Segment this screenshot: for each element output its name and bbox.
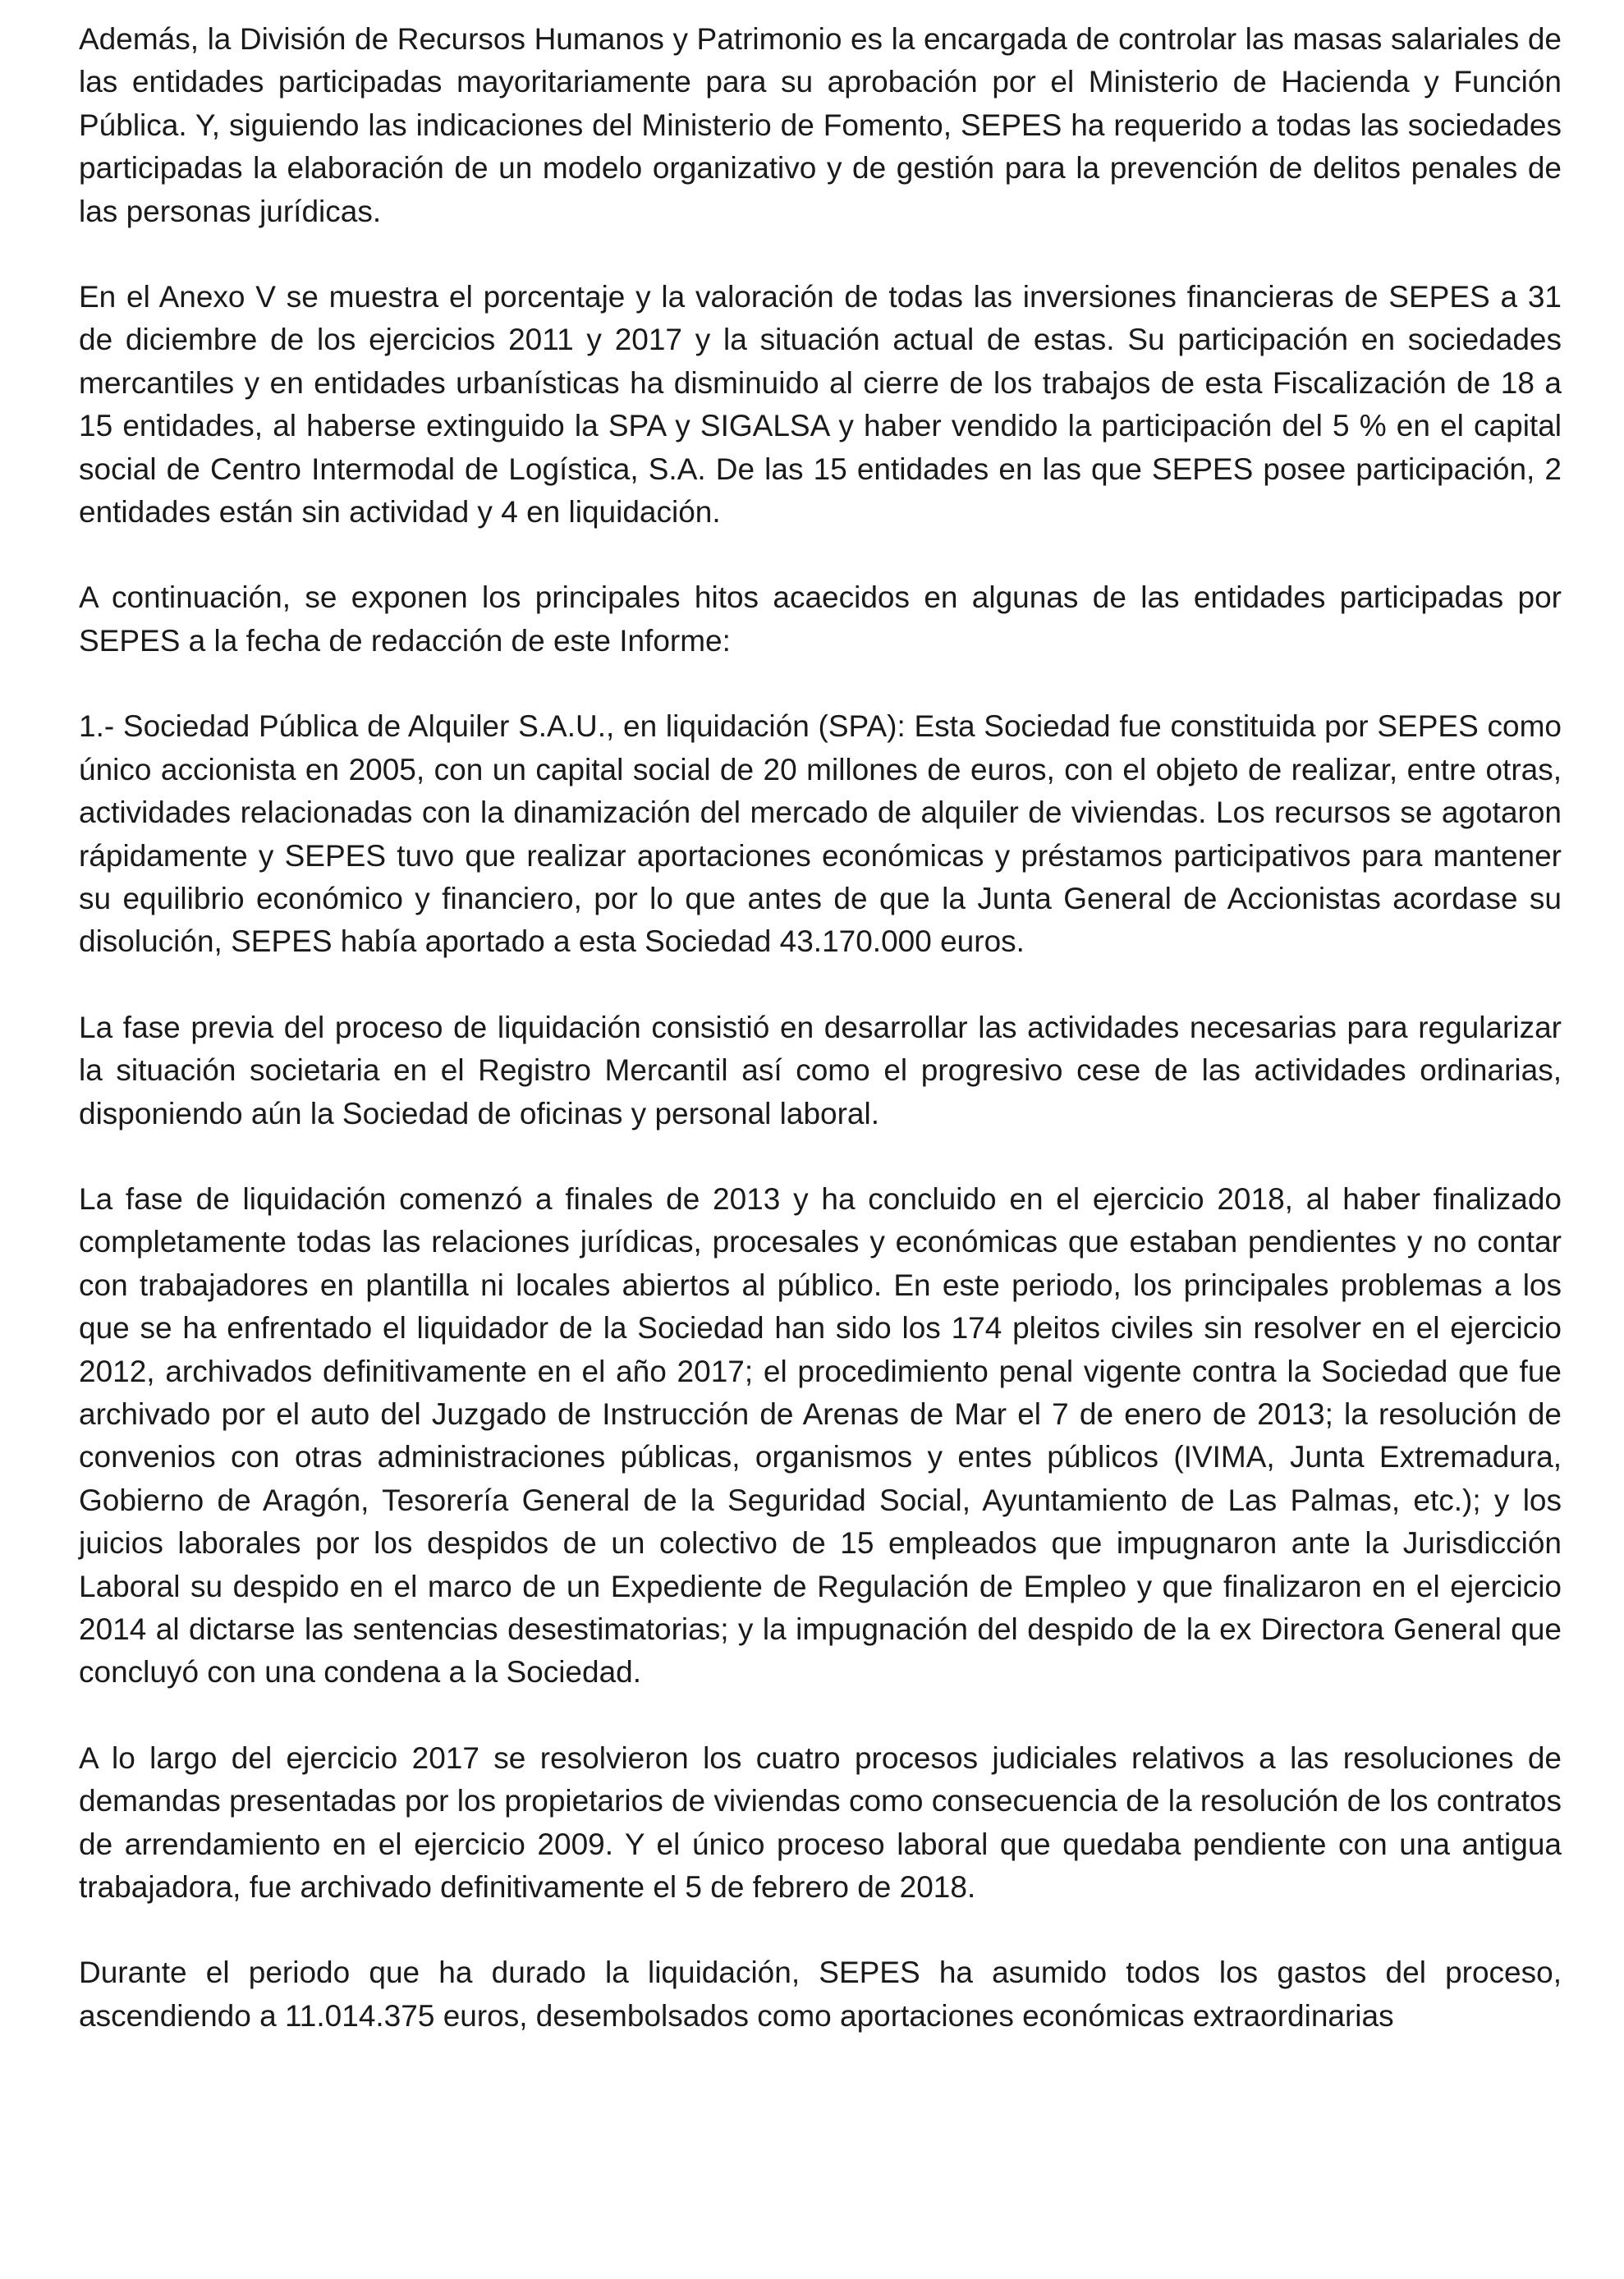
paragraph-hitos-intro: A continuación, se exponen los principales hitos acaecidos en algunas de las entidades participadas por SEPES a la fecha de redacción de este Informe: [79, 580, 1562, 658]
paragraph-fase-previa-liquidacion: La fase previa del proceso de liquidación consistió en desarrollar las actividades necesarias para regularizar la situación societaria en el Registro Mercantil así como el progresivo cese de las actividades ordinarias, disponiendo aún la Sociedad de oficinas y personal laboral. [79, 1010, 1562, 1130]
paragraph-spa-constitucion: 1.- Sociedad Pública de Alquiler S.A.U., en liquidación (SPA): Esta Sociedad fue constituida por SEPES como único accionista en 2005, con un capital social de 20 millones de euros, con el objeto de realizar, entre otras, actividades relacionadas con la dinamización del mercado de alquiler de viviendas. Los recursos se agotaron rápidamente y SEPES tuvo que realizar aportaciones económicas y préstamos participativos para mantener su equilibrio económico y financiero, por lo que antes de que la Junta General de Accionistas acordase su disolución, SEPES había aportado a esta Sociedad 43.170.000 euros. [79, 709, 1562, 959]
paragraph-procesos-2017: A lo largo del ejercicio 2017 se resolvieron los cuatro procesos judiciales relativos a las resoluciones de demandas presentadas por los propietarios de viviendas como consecuencia de la resolución de los contratos de arrendamiento en el ejercicio 2009. Y el único proceso laboral que quedaba pendiente con una antigua trabajadora, fue archivado definitivamente el 5 de febrero de 2018. [79, 1740, 1562, 1905]
document-page [79, 18, 1562, 2038]
paragraph-anexo-v-inversiones: En el Anexo V se muestra el porcentaje y la valoración de todas las inversiones financieras de SEPES a 31 de diciembre de los ejercicios 2011 y 2017 y la situación actual de estas. Su participación en sociedades mercantiles y en entidades urbanísticas ha disminuido al cierre de los trabajos de esta Fiscalización de 18 a 15 entidades, al haberse extinguido la SPA y SIGALSA y haber vendido la participación del 5 % en el capital social de Centro Intermodal de Logística, S.A. De las 15 entidades en las que SEPES posee participación, 2 entidades están sin actividad y 4 en liquidación. [79, 280, 1562, 530]
paragraph-gastos-liquidacion: Durante el periodo que ha durado la liquidación, SEPES ha asumido todos los gastos del proceso, ascendiendo a 11.014.375 euros, desembolsados como aportaciones económicas extraordinarias [79, 1956, 1562, 2033]
paragraph-rrhh-masas-salariales: Además, la División de Recursos Humanos y Patrimonio es la encargada de controlar las masas salariales de las entidades participadas mayoritariamente para su aprobación por el Ministerio de Hacienda y Función Pública. Y, siguiendo las indicaciones del Ministerio de Fomento, SEPES ha requerido a todas las sociedades participadas la elaboración de un modelo organizativo y de gestión para la prevención de delitos penales de las personas jurídicas. [79, 22, 1562, 228]
paragraph-fase-liquidacion: La fase de liquidación comenzó a finales de 2013 y ha concluido en el ejercicio 2018, al haber finalizado completamente todas las relaciones jurídicas, procesales y económicas que estaban pendientes y no contar con trabajadores en plantilla ni locales abiertos al público. En este periodo, los principales problemas a los que se ha enfrentado el liquidador de la Sociedad han sido los 174 pleitos civiles sin resolver en el ejercicio 2012, archivados definitivamente en el año 2017; el procedimiento penal vigente contra la Sociedad que fue archivado por el auto del Juzgado de Instrucción de Arenas de Mar el 7 de enero de 2013; la resolución de convenios con otras administraciones públicas, organismos y entes públicos (IVIMA, Junta Extremadura, Gobierno de Aragón, Tesorería General de la Seguridad Social, Ayuntamiento de Las Palmas, etc.); y los juicios laborales por los despidos de un colectivo de 15 empleados que impugnaron ante la Jurisdicción Laboral su despido en el marco de un Expediente de Regulación de Empleo y que finalizaron en el ejercicio 2014 al dictarse las sentencias desestimatorias; y la impugnación del despido de la ex Directora General que concluyó con una condena a la Sociedad. [79, 1181, 1562, 1690]
